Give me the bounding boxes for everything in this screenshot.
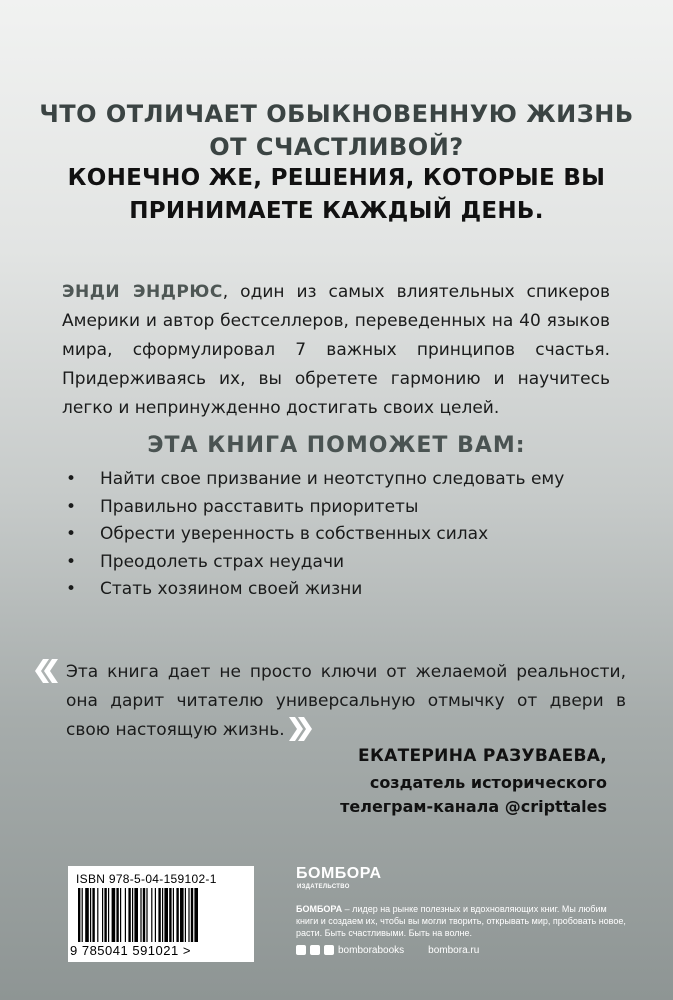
barcode-bars: [78, 888, 246, 944]
barcode-stripe: [155, 888, 156, 942]
barcode-stripe: [162, 888, 163, 942]
barcode-stripe: [158, 888, 160, 942]
close-quote-icon: [287, 714, 317, 744]
list-item: [66, 521, 606, 549]
answer-line-1: КОНЕЧНО ЖЕ, РЕШЕНИЯ, КОТОРЫЕ ВЫ: [67, 165, 606, 191]
barcode-stripe: [185, 888, 186, 942]
barcode-stripe: [78, 888, 80, 942]
barcode-stripe: [116, 888, 118, 942]
barcode-stripe: [108, 888, 109, 942]
list-item-text: Преодолеть страх неудачи: [100, 551, 345, 572]
publisher-description-text: – лидер на рынке полезных и вдохновляющих книг. Мы любим книги и создаем их, чтобы вы могли творить, открывать мир, пробовать новое, расти. Быть счастливыми. Быть на волне.: [296, 904, 626, 938]
barcode-stripe: [112, 888, 116, 942]
benefits-list: [66, 466, 606, 604]
vk-icon: [310, 945, 320, 955]
barcode-stripe: [164, 888, 168, 942]
instagram-icon: [324, 945, 334, 955]
list-item-text: Правильно расставить приоритеты: [100, 496, 419, 517]
website-link: bombora.ru: [428, 944, 480, 956]
benefits-heading: ЭТА КНИГА ПОМОЖЕТ ВАМ:: [147, 433, 526, 458]
barcode-stripe: [132, 888, 133, 942]
publisher-logo: БОМБОРА: [296, 865, 382, 882]
barcode-stripe: [92, 888, 94, 942]
author-name: ЭНДИ ЭНДРЮС: [62, 282, 223, 302]
author-paragraph: [62, 278, 610, 423]
list-item-text: Обрести уверенность в собственных силах: [100, 524, 489, 544]
barcode-stripe: [146, 888, 147, 942]
barcode: [68, 866, 254, 962]
barcode-stripe: [188, 888, 189, 942]
barcode-stripe: [180, 888, 184, 942]
barcode-stripe: [104, 888, 106, 942]
headline-line-2: ОТ СЧАСТЛИВОЙ?: [209, 133, 464, 161]
open-quote-icon: [30, 656, 60, 686]
barcode-stripe: [82, 888, 83, 942]
barcode-stripe: [176, 888, 178, 942]
barcode-stripe: [125, 888, 126, 942]
barcode-stripe: [151, 888, 152, 942]
barcode-stripe: [191, 888, 193, 942]
role-line-1: создатель исторического: [369, 773, 607, 792]
list-item: [66, 466, 606, 494]
bullet-icon: •: [66, 469, 77, 489]
role-line-2: телеграм-канала @cripttales: [340, 797, 607, 816]
bullet-icon: •: [66, 551, 77, 572]
list-item-text: Найти свое призвание и неотступно следовать ему: [100, 469, 565, 489]
barcode-stripe: [128, 888, 130, 942]
barcode-digits: 9 785041 591021 >: [70, 943, 191, 958]
barcode-stripe: [140, 888, 141, 942]
headline-answer: [0, 162, 673, 228]
facebook-icon: [296, 945, 306, 955]
isbn-number: ISBN 978-5-04-159102-1: [76, 872, 217, 886]
barcode-stripe: [97, 888, 98, 942]
bullet-icon: •: [66, 496, 77, 517]
barcode-stripe: [194, 888, 198, 942]
bullet-icon: •: [66, 524, 77, 544]
publisher-brand: БОМБОРА: [296, 904, 343, 914]
barcode-stripe: [90, 888, 91, 942]
barcode-stripe: [169, 888, 171, 942]
list-item: [66, 549, 606, 577]
barcode-stripe: [173, 888, 174, 942]
quote-author-role: [340, 771, 607, 819]
barcode-stripe: [120, 888, 121, 942]
list-item: [66, 494, 606, 522]
social-handle: bomborabooks: [338, 944, 405, 956]
answer-line-2: ПРИНИМАЕТЕ КАЖДЫЙ ДЕНЬ.: [129, 198, 544, 224]
barcode-stripe: [143, 888, 145, 942]
quote-author: ЕКАТЕРИНА РАЗУВАЕВА,: [358, 746, 607, 766]
headline-question: [0, 98, 673, 164]
barcode-stripe: [102, 888, 103, 942]
publisher-description: [296, 903, 626, 939]
barcode-stripe: [85, 888, 89, 942]
barcode-stripe: [134, 888, 138, 942]
publisher-social: [296, 944, 479, 956]
publisher-logo-subtitle: ИЗДАТЕЛЬСТВО: [297, 884, 350, 890]
author-description: , один из самых влиятельных спикеров Америки и автор бестселлеров, переведенных на 40 языков мира, сформулировал 7 важных принципов счастья. Придерживаясь их, вы обретете гармонию и научитесь легко и непринужденно достигать своих целей.: [62, 282, 610, 418]
quote-text: Эта книга дает не просто ключи от желаемой реальности, она дарит читателю универсальную отмычку от двери в свою настоящую жизнь.: [66, 662, 626, 740]
headline-line-1: ЧТО ОТЛИЧАЕТ ОБЫКНОВЕННУЮ ЖИЗНЬ: [39, 100, 634, 128]
bullet-icon: •: [66, 579, 77, 599]
list-item-text: Стать хозяином своей жизни: [100, 579, 363, 599]
list-item: [66, 576, 606, 604]
